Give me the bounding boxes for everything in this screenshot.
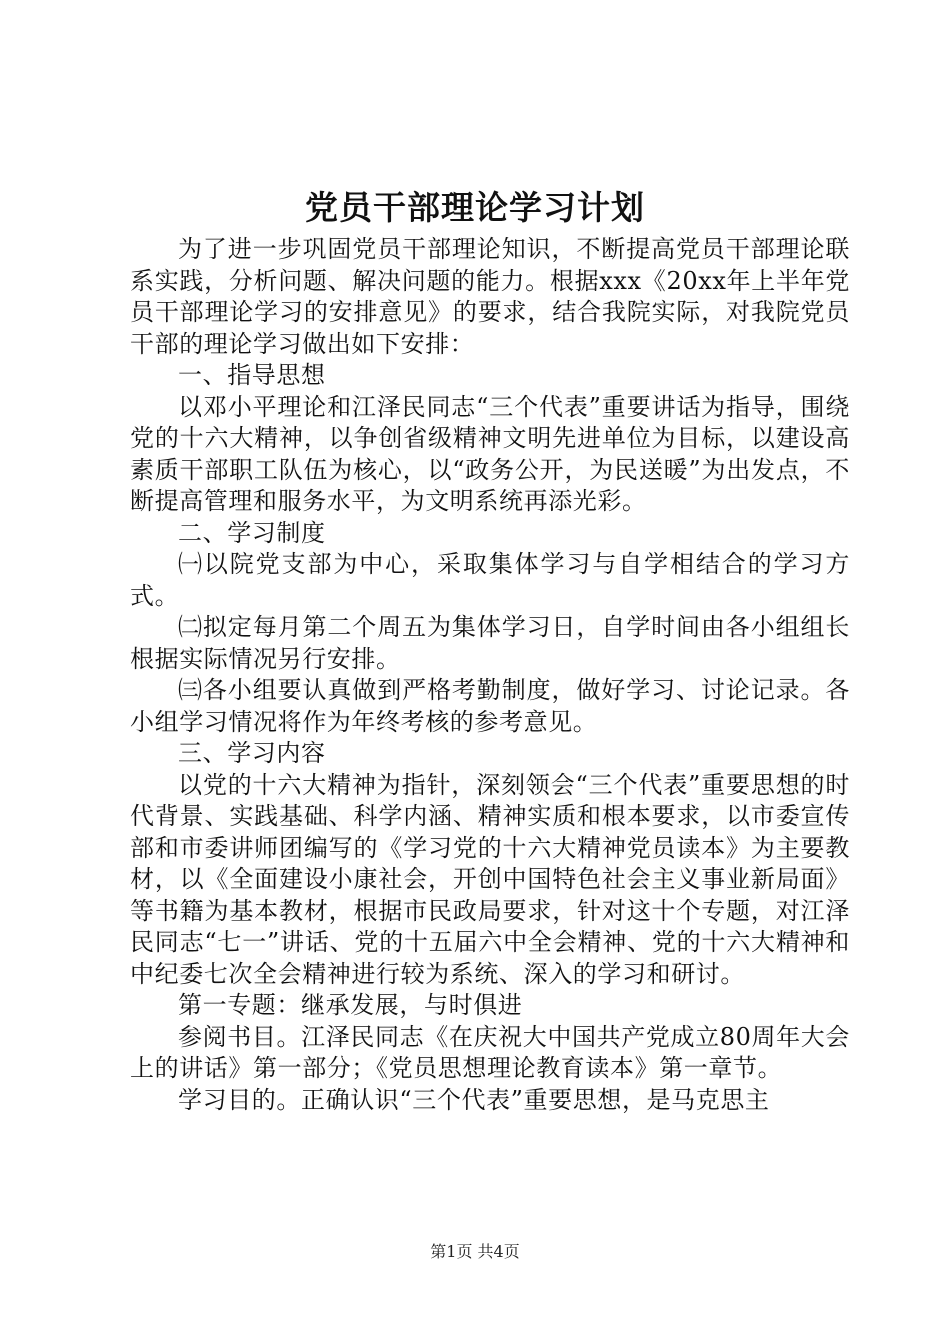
guiding-thought-paragraph: 以邓小平理论和江泽民同志“三个代表”重要讲话为指导，围绕党的十六大精神，以争创省级精神文明先进单位为目标，以建设高素质干部职工队伍为核心，以“政务公开，为民送暖”为出发点，不断提高管理和服务水平，为文明系统再添光彩。 (130, 392, 850, 515)
document-title: 党员干部理论学习计划 (305, 188, 645, 227)
section-heading-study-content: 三、学习内容 (178, 739, 326, 767)
intro-paragraph: 为了进一步巩固党员干部理论知识，不断提高党员干部理论联系实践，分析问题、解决问题的能力。根据xxx《20xx年上半年党员干部理论学习的安排意见》的要求，结合我院实际，对我院党员干部的理论学习做出如下安排： (130, 235, 850, 358)
study-system-item-2: ㈡拟定每月第二个周五为集体学习日，自学时间由各小组组长根据实际情况另行安排。 (130, 613, 850, 673)
document-body (130, 234, 850, 1116)
topic-one-purpose: 学习目的。正确认识“三个代表”重要思想，是马克思主 (178, 1085, 770, 1114)
topic-one-references: 参阅书目。江泽民同志《在庆祝大中国共产党成立80周年大会上的讲话》第一部分；《党员思想理论教育读本》第一章节。 (130, 1022, 850, 1082)
study-system-item-3: ㈢各小组要认真做到严格考勤制度，做好学习、讨论记录。各小组学习情况将作为年终考核的参考意见。 (130, 676, 850, 736)
page-number-footer: 第1页 共4页 (430, 1242, 520, 1261)
study-content-paragraph: 以党的十六大精神为指针，深刻领会“三个代表”重要思想的时代背景、实践基础、科学内涵、精神实质和根本要求，以市委宣传部和市委讲师团编写的《学习党的十六大精神党员读本》为主要教材，以《全面建设小康社会，开创中国特色社会主义事业新局面》等书籍为基本教材，根据市民政局要求，针对这十个专题，对江泽民同志“七一”讲话、党的十五届六中全会精神、党的十六大精神和中纪委七次全会精神进行较为系统、深入的学习和研讨。 (130, 770, 850, 988)
study-system-item-1: ㈠以院党支部为中心，采取集体学习与自学相结合的学习方式。 (130, 550, 850, 610)
section-heading-study-system: 二、学习制度 (178, 518, 326, 547)
topic-one-heading: 第一专题：继承发展，与时俱进 (178, 991, 523, 1019)
section-heading-guiding-thought: 一、指导思想 (178, 361, 326, 389)
